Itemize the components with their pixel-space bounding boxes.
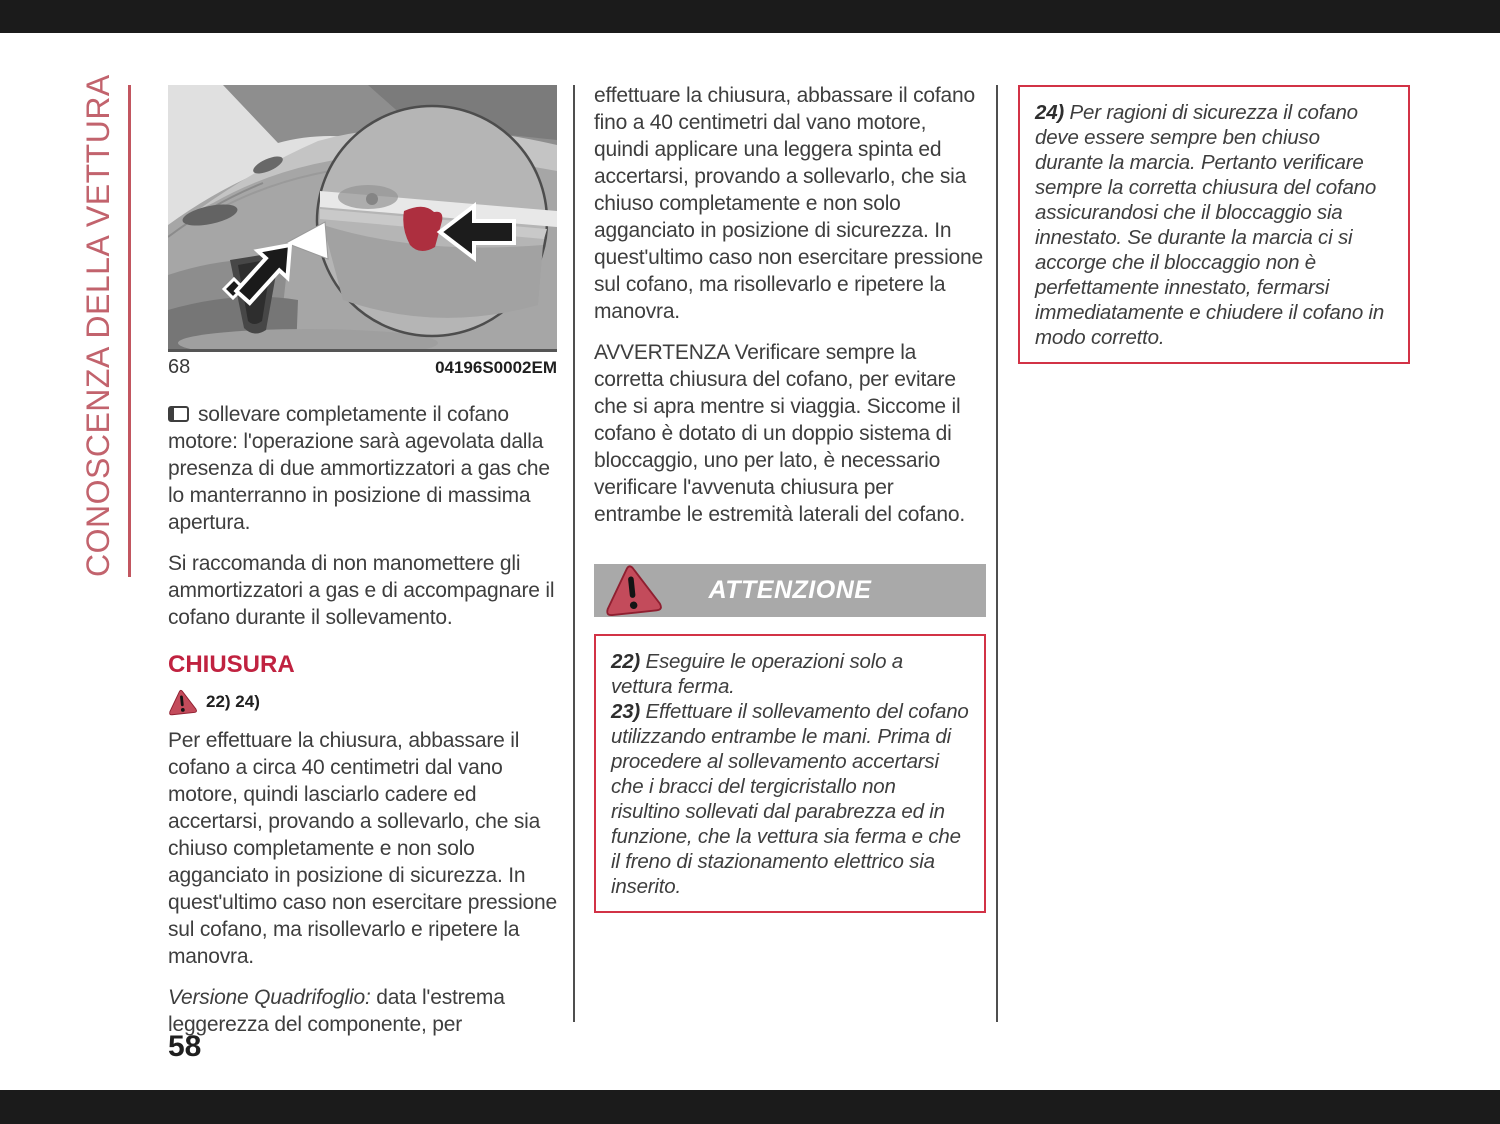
figure-caption — [168, 356, 557, 379]
chapter-title-vertical: CONOSCENZA DELLA VETTURA — [80, 74, 116, 577]
warning-reference-row — [168, 688, 560, 715]
notes-box-24 — [1018, 85, 1410, 364]
column-divider-2 — [996, 85, 998, 1022]
hood-release-illustration — [168, 85, 557, 352]
paragraph-open-hood — [168, 401, 560, 536]
warning-reference-numbers: 22) 24) — [206, 692, 260, 711]
note-23-text: Effettuare il sollevamento del cofano utilizzando entrambe le mani. Prima di procedere al sollevamento accertarsi che i bracci del tergicristallo non risultino sollevati dal parabrezza ed in funzione, che la vettura sia ferma e che il freno di stazionamento elettrico sia inserito. — [611, 700, 969, 898]
note-24-text: Per ragioni di sicurezza il cofano deve essere sempre ben chiuso durante la marcia. Pertanto verificare sempre la corretta chiusura del cofano assicurandosi che il bloccaggio sia innestato. Se durante la marcia ci si accorge che il bloccaggio non è perfettamente innestato, fermarsi immediatamente e chiudere il cofano in modo corretto. — [1035, 101, 1385, 349]
quadrifoglio-lead: Versione Quadrifoglio: — [168, 986, 371, 1009]
paragraph-closing-continued: effettuare la chiusura, abbassare il cofano fino a 40 centimetri dal vano motore, quindi applicare una leggera spinta ed accertarsi, provando a sollevarlo, che sia chiuso completamente e non solo agganciato in posizione di sicurezza. In quest'ultimo caso non esercitare pressione sul cofano, ma risollevarlo e ripetere la manovra. — [594, 84, 983, 323]
paragraph-closing: Per effettuare la chiusura, abbassare il cofano a circa 40 centimetri dal vano motore, quindi lasciarlo cadere ed accertarsi, provando a sollevarlo, che sia chiuso completamente e non solo agganciato in posizione di sicurezza. In quest'ultimo caso non esercitare pressione sul cofano, ma risollevarlo e ripetere la manovra. — [168, 729, 557, 968]
attention-banner — [594, 564, 986, 617]
column-divider-1 — [573, 85, 575, 1022]
hood-release-figure — [168, 85, 557, 352]
note-22-text: Eseguire le operazioni solo a vettura ferma. — [611, 650, 903, 698]
hood-open-step-icon — [168, 406, 189, 422]
quadrifoglio-rest: data l'estrema leggerezza del componente, per — [168, 986, 505, 1036]
section-heading-chiusura: CHIUSURA — [168, 651, 295, 678]
attention-banner-label: ATTENZIONE — [708, 576, 872, 604]
paragraph-open-hood-text: sollevare completamente il cofano motore: l'operazione sarà agevolata dalla presenza di due ammortizzatori a gas che lo manterranno in posizione di massima apertura. — [168, 403, 550, 534]
figure-number: 68 — [168, 356, 191, 378]
paragraph-gas-struts: Si raccomanda di non manomettere gli ammortizzatori a gas e di accompagnare il cofano durante il sollevamento. — [168, 552, 555, 629]
warning-triangle-icon — [601, 560, 662, 619]
note-23-number: 23) — [611, 700, 641, 723]
chapter-rule — [128, 85, 131, 577]
note-24-number: 24) — [1035, 101, 1065, 124]
page-number: 58 — [168, 1030, 202, 1063]
column-2 — [594, 82, 986, 913]
note-22-number: 22) — [611, 650, 641, 673]
column-3 — [1018, 85, 1410, 364]
warning-triangle-icon — [167, 687, 198, 716]
notes-box-22-23 — [594, 634, 986, 913]
bottom-black-bar — [0, 1090, 1500, 1124]
paragraph-avvertenza: AVVERTENZA Verificare sempre la corretta chiusura del cofano, per evitare che si apra mentre si viaggia. Siccome il cofano è dotato di un doppio sistema di bloccaggio, uno per lato, è necessario verificare l'avvenuta chiusura per entrambe le estremità laterali del cofano. — [594, 341, 965, 526]
paragraph-quadrifoglio — [168, 984, 560, 1038]
top-black-bar — [0, 0, 1500, 33]
column-1 — [168, 401, 560, 1052]
figure-code: 04196S0002EM — [435, 358, 557, 377]
